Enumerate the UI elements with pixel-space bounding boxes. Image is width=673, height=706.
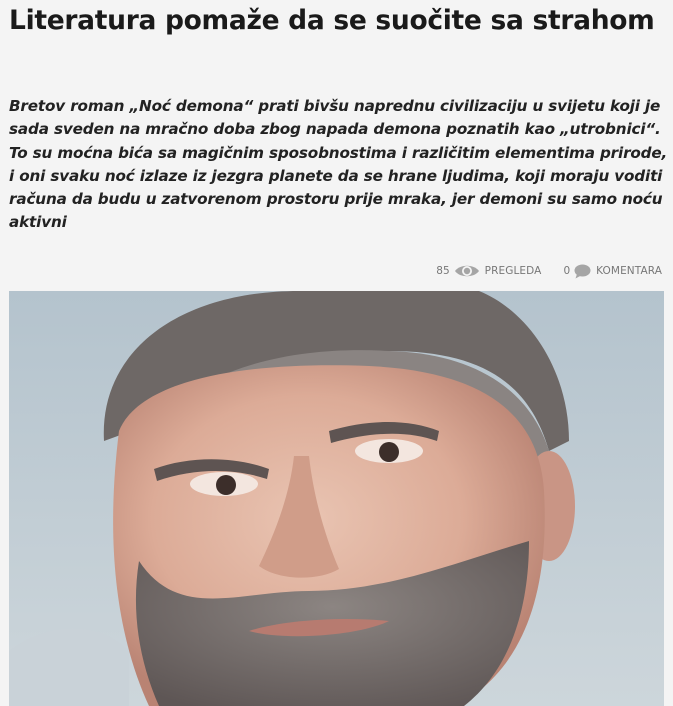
views-label: PREGLEDA [484, 265, 542, 277]
article-stats [436, 262, 662, 280]
eye-icon [454, 263, 480, 279]
article-photo [9, 291, 664, 706]
views-count: 85 [436, 265, 450, 277]
views-stat [436, 263, 541, 279]
speech-bubble-icon [574, 264, 591, 279]
comments-stat[interactable] [563, 264, 662, 279]
article-title: Literatura pomaže da se suočite sa strahom [9, 5, 655, 36]
comments-count: 0 [563, 265, 571, 277]
author-portrait [9, 291, 664, 706]
article-lead: Bretov roman „Noć demona“ prati bivšu naprednu civilizaciju u svijetu koji je sada sveden na mračno doba zbog napada demona poznatih kao „utrobnici“. To su moćna bića sa magičnim sposobnostima i različitim elementima prirode, i oni svaku noć izlaze iz jezgra planete da se hrane ljudima, koji moraju voditi računa da budu u zatvorenom prostoru prije mraka, jer demoni su samo noću aktivni [9, 97, 668, 232]
comments-label: KOMENTARA [596, 265, 662, 277]
